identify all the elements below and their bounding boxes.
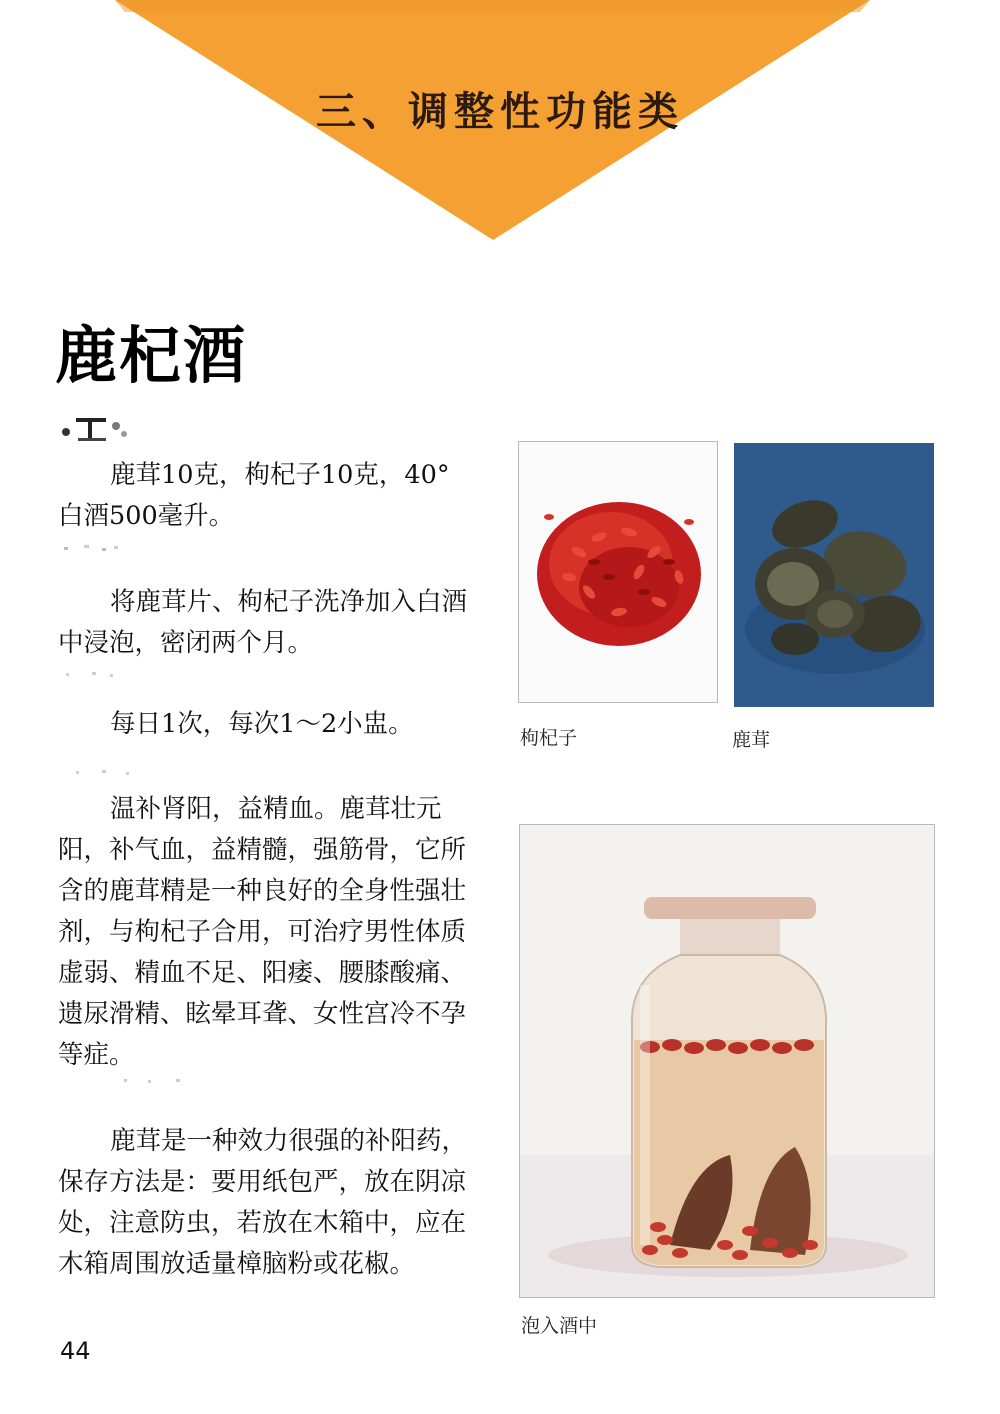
wine-jar-photo bbox=[519, 824, 935, 1298]
effects-text: 温补肾阳，益精血。鹿茸壮元阳，补气血，益精髓，强筋骨，它所含的鹿茸精是一种良好的全身性强壮剂，与枸杞子合用，可治疗男性体质虚弱、精血不足、阳痿、腰膝酸痛、遗尿滑精、眩晕耳聋、女性宫冷不孕等症。 bbox=[58, 794, 467, 1070]
effects-heading-icon bbox=[62, 766, 142, 780]
usage-heading-icon bbox=[62, 668, 132, 682]
goji-caption: 枸杞子 bbox=[520, 727, 578, 749]
preparation-text: 将鹿茸片、枸杞子洗净加入白酒中浸泡，密闭两个月。 bbox=[58, 587, 468, 658]
deer-antler-photo bbox=[734, 443, 934, 707]
preparation-heading-icon bbox=[62, 542, 132, 556]
section-title: 三、调整性功能类 bbox=[316, 89, 684, 135]
usage-text: 每日1次，每次1～2小盅。 bbox=[110, 709, 414, 739]
storage-note-text: 鹿茸是一种效力很强的补阳药，保存方法是：要用纸包严，放在阴凉处，注意防虫，若放在木箱中，应在木箱周围放适量樟脑粉或花椒。 bbox=[58, 1126, 468, 1279]
note-heading-icon bbox=[120, 1075, 200, 1089]
page-number: 44 bbox=[60, 1337, 91, 1365]
ingredients-heading-icon bbox=[58, 410, 138, 446]
recipe-title: 鹿杞酒 bbox=[55, 319, 248, 392]
ingredients-text: 鹿茸10克，枸杞子10克，40°白酒500毫升。 bbox=[58, 460, 450, 531]
goji-berries-photo bbox=[518, 441, 718, 703]
antler-caption: 鹿茸 bbox=[732, 729, 771, 751]
jar-caption: 泡入酒中 bbox=[521, 1315, 598, 1337]
